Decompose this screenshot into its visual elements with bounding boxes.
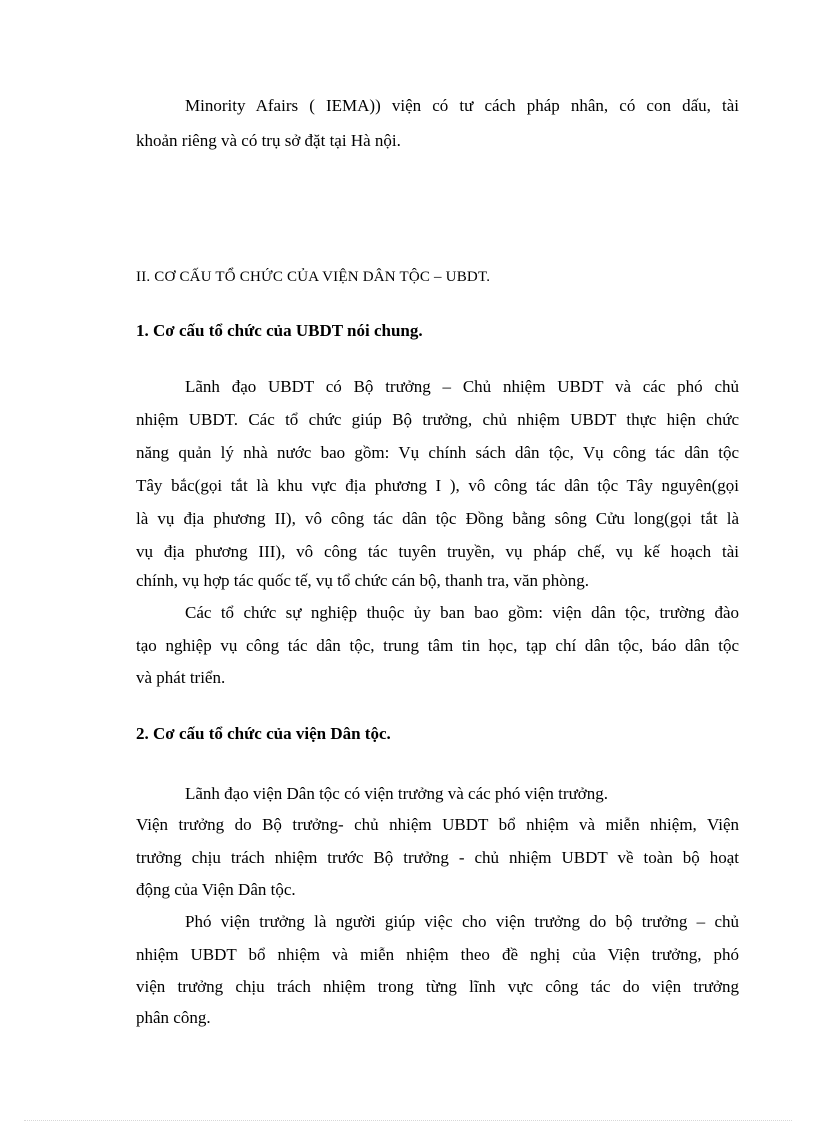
paragraph-line: Tây bắc(gọi tắt là khu vực địa phương I ), vô công tác dân tộc Tây nguyên(gọi: [136, 476, 739, 495]
paragraph-line: Lãnh đạo UBDT có Bộ trưởng – Chủ nhiệm UBDT và các phó chủ: [185, 377, 739, 396]
subsection-title: 2. Cơ cấu tổ chức của viện Dân tộc.: [136, 724, 391, 743]
paragraph-line: Minority Afairs ( IEMA)) viện có tư cách pháp nhân, có con dấu, tài: [185, 96, 739, 115]
section-title: II. CƠ CẤU TỔ CHỨC CỦA VIỆN DÂN TỘC – UBDT.: [136, 269, 491, 285]
paragraph-line: khoản riêng và có trụ sở đặt tại Hà nội.: [136, 131, 401, 150]
paragraph-line: Lãnh đạo viện Dân tộc có viện trưởng và các phó viện trưởng.: [185, 784, 609, 803]
paragraph-line: là vụ địa phương II), vô công tác dân tộc Đồng bằng sông Cửu long(gọi tắt là: [136, 509, 739, 528]
paragraph-line: phân công.: [136, 1008, 211, 1027]
paragraph-line: viện trưởng chịu trách nhiệm trong từng lĩnh vực công tác do viện trưởng: [136, 977, 739, 996]
paragraph-line: trưởng chịu trách nhiệm trước Bộ trưởng - chủ nhiệm UBDT về toàn bộ hoạt: [136, 848, 739, 867]
paragraph-line: vụ địa phương III), vô công tác tuyên truyền, vụ pháp chế, vụ kế hoạch tài: [136, 542, 739, 561]
paragraph-line: Viện trưởng do Bộ trưởng- chủ nhiệm UBDT bổ nhiệm và miễn nhiệm, Viện: [136, 815, 739, 834]
page-bottom-divider: [24, 1120, 792, 1121]
paragraph-line: Các tổ chức sự nghiệp thuộc ủy ban bao gồm: viện dân tộc, trường đào: [185, 603, 739, 622]
paragraph-line: nhiệm UBDT. Các tổ chức giúp Bộ trưởng, chủ nhiệm UBDT thực hiện chức: [136, 410, 739, 429]
paragraph-line: và phát triển.: [136, 668, 226, 687]
paragraph-line: tạo nghiệp vụ công tác dân tộc, trung tâm tin học, tạp chí dân tộc, báo dân tộc: [136, 636, 739, 655]
paragraph-line: Phó viện trưởng là người giúp việc cho viện trưởng do bộ trưởng – chủ: [185, 912, 739, 931]
subsection-title: 1. Cơ cấu tổ chức của UBDT nói chung.: [136, 321, 423, 340]
paragraph-line: chính, vụ hợp tác quốc tế, vụ tổ chức cán bộ, thanh tra, văn phòng.: [136, 571, 589, 590]
paragraph-line: năng quản lý nhà nước bao gồm: Vụ chính sách dân tộc, Vụ công tác dân tộc: [136, 443, 739, 462]
paragraph-line: nhiệm UBDT bổ nhiệm và miễn nhiệm theo đề nghị của Viện trưởng, phó: [136, 945, 739, 964]
paragraph-line: động của Viện Dân tộc.: [136, 880, 296, 899]
